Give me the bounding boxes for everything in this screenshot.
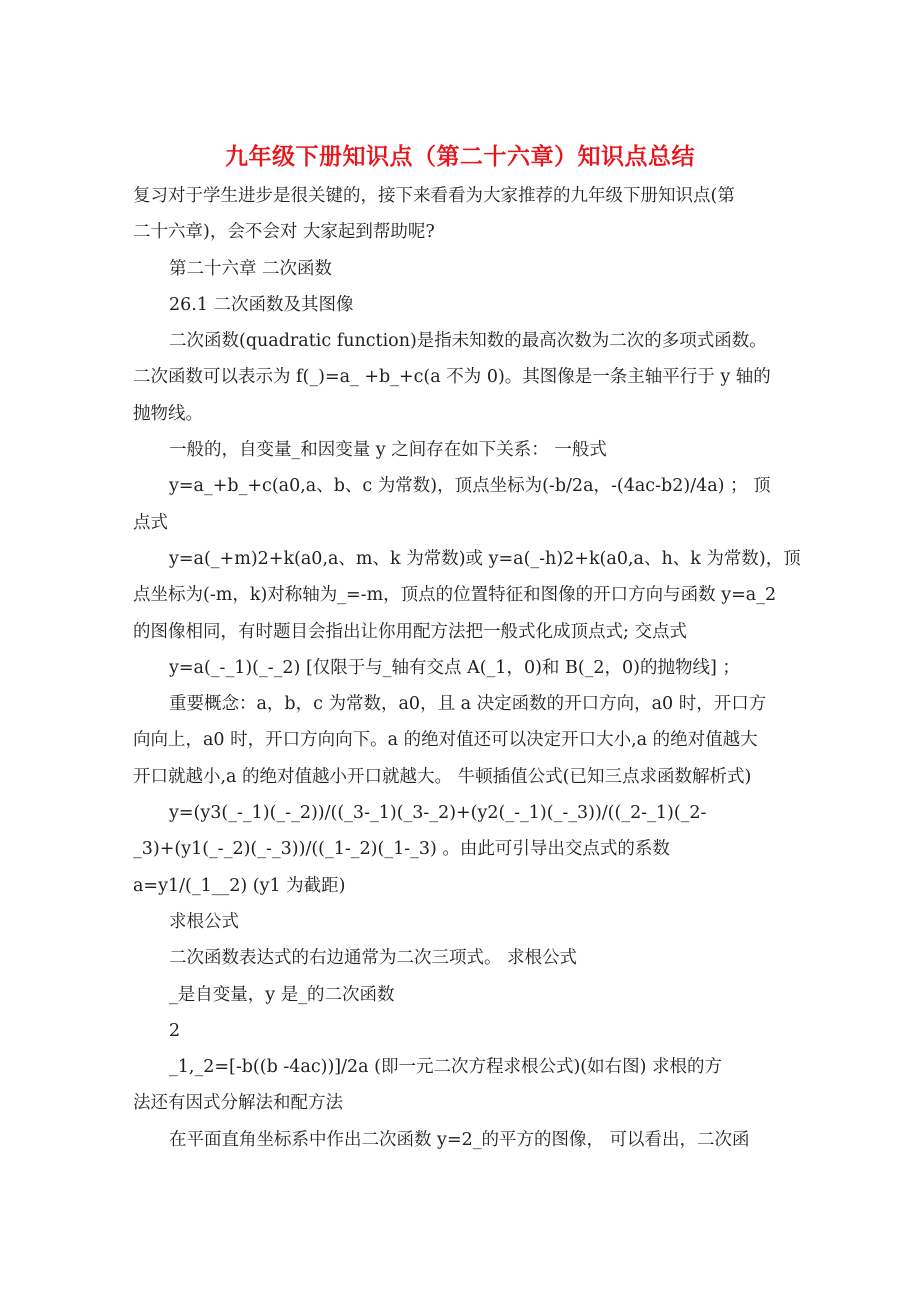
formula-line: y=(y3(_-_1)(_-_2))/((_3-_1)(_3-_2)+(y2(_-_1)(_-_3))/((_2-_1)(_2-: [169, 803, 707, 824]
paragraph-line: 二十六章)，会不会对 大家起到帮助呢?: [133, 222, 435, 243]
paragraph-line: 抛物线。: [133, 403, 203, 424]
formula-line: y=a_+b_+c(a0,a、b、c 为常数)，顶点坐标为(-b/2a，-(4ac-b2)/4a) ； 顶: [169, 476, 771, 497]
paragraph-line: 点坐标为(-m，k)对称轴为_=-m，顶点的位置特征和图像的开口方向与函数 y=a_2: [133, 585, 777, 606]
paragraph-line: 点式: [133, 512, 168, 533]
paragraph-line: 的图像相同，有时题目会指出让你用配方法把一般式化成顶点式; 交点式: [133, 621, 687, 642]
paragraph-line: _是自变量，y 是_的二次函数: [169, 984, 395, 1005]
document-title: 九年级下册知识点（第二十六章）知识点总结: [225, 144, 695, 170]
paragraph-line: 开口就越小,a 的绝对值越小开口就越大。 牛顿插值公式(已知三点求函数解析式): [133, 766, 752, 787]
paragraph-line: 法还有因式分解法和配方法: [133, 1093, 343, 1114]
formula-line: _1,_2=[-b((b -4ac))]/2a (即一元二次方程求根公式)(如右图) 求根的方: [169, 1057, 723, 1078]
formula-line: a=y1/(_1__2) (y1 为截距): [133, 875, 346, 896]
paragraph-line: 二次函数(quadratic function)是指未知数的最高次数为二次的多项式函数。: [169, 331, 767, 352]
section-heading: 26.1 二次函数及其图像: [169, 294, 354, 315]
document-body: [133, 178, 801, 1158]
formula-line: y=a(_+m)2+k(a0,a、m、k 为常数)或 y=a(_-h)2+k(a0,a、h、k 为常数)，顶: [169, 548, 801, 569]
paragraph-line: 向向上，a0 时，开口方向向下。a 的绝对值还可以决定开口大小,a 的绝对值越大: [133, 730, 758, 751]
paragraph-line: 二次函数表达式的右边通常为二次三项式。 求根公式: [169, 948, 578, 969]
formula-line: _3)+(y1(_-_2)(_-_3))/((_1-_2)(_1-_3) 。由此可引导出交点式的系数: [133, 839, 670, 860]
paragraph-line: 二次函数可以表示为 f(_)=a_ +b_+c(a 不为 0)。其图像是一条主轴平行于 y 轴的: [133, 367, 771, 388]
paragraph-line: 在平面直角坐标系中作出二次函数 y=2_的平方的图像， 可以看出，二次函: [169, 1129, 750, 1150]
subheading: 求根公式: [169, 911, 239, 932]
paragraph-line: 复习对于学生进步是很关键的，接下来看看为大家推荐的九年级下册知识点(第: [133, 186, 735, 206]
paragraph-line: 一般的，自变量_和因变量 y 之间存在如下关系： 一般式: [169, 440, 607, 461]
paragraph-line: 重要概念：a，b，c 为常数，a0，且 a 决定函数的开口方向，a0 时，开口方: [169, 694, 767, 715]
superscript-line: 2: [169, 1020, 181, 1041]
formula-line: y=a(_-_1)(_-_2) [仅限于与_轴有交点 A(_1，0)和 B(_2，0)的抛物线] ；: [169, 657, 740, 678]
chapter-heading: 第二十六章 二次函数: [169, 258, 333, 279]
